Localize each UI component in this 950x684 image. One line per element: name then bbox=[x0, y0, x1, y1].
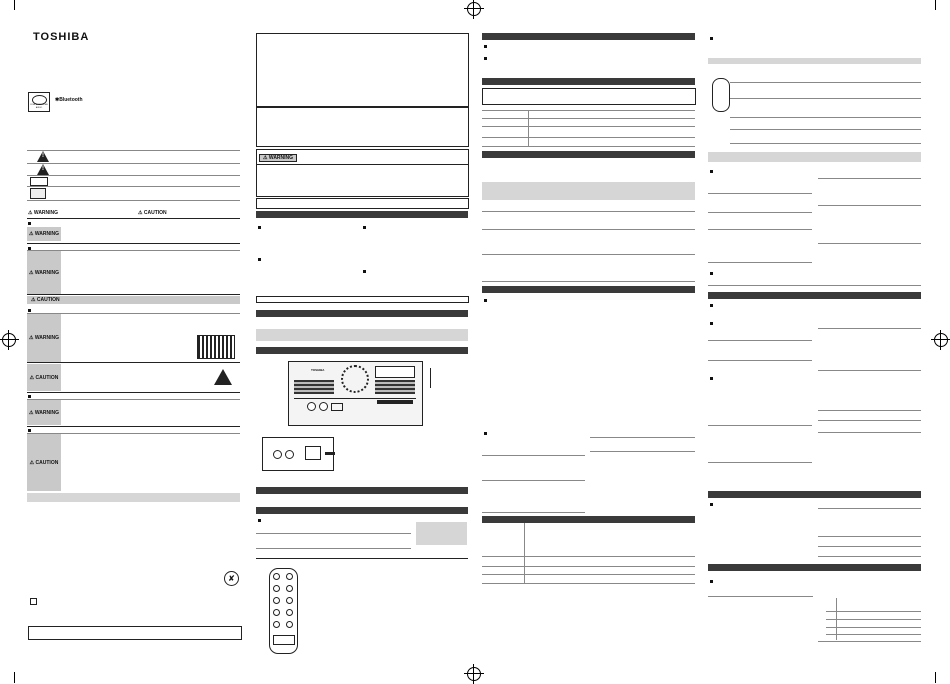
class1-laser-icon bbox=[30, 188, 46, 199]
warning-legend: ⚠ WARNING bbox=[28, 210, 59, 216]
crop-mark-top-left bbox=[14, 0, 15, 10]
warning-box bbox=[256, 149, 469, 197]
notice-box-2 bbox=[256, 107, 469, 147]
caution-row-1: ⚠ CAUTION bbox=[27, 364, 61, 391]
warning-row-2: ⚠ WARNING bbox=[27, 251, 61, 294]
caution-header: ⚠ CAUTION bbox=[27, 296, 240, 304]
cycle-arrow-icon bbox=[712, 78, 730, 112]
recycle-icon: ✘ bbox=[224, 571, 239, 586]
unit-front-panel: TOSHIBA bbox=[288, 361, 423, 426]
notice-box-1 bbox=[256, 33, 469, 107]
checkbox-icon bbox=[30, 598, 37, 605]
volume-dial bbox=[341, 365, 369, 393]
registration-mark-right bbox=[934, 333, 948, 347]
caution-legend: ⚠ CAUTION bbox=[138, 210, 167, 216]
bluetooth-logo: ✱Bluetooth bbox=[55, 97, 83, 103]
remote-control bbox=[269, 568, 298, 654]
laser-warning-label bbox=[197, 335, 235, 359]
hot-surface-icon bbox=[214, 369, 232, 385]
usb-port-icon bbox=[331, 403, 343, 411]
registration-mark-bottom bbox=[467, 667, 481, 681]
caution-row-2: ⚠ CAUTION bbox=[27, 434, 61, 491]
warning-row-4: ⚠ WARNING bbox=[27, 400, 61, 425]
footer-box bbox=[28, 626, 242, 640]
display-window bbox=[375, 366, 415, 378]
bluetooth-icon: ✱ bbox=[55, 97, 60, 103]
rear-connector bbox=[273, 450, 282, 459]
crop-mark-bottom-right bbox=[935, 672, 936, 683]
warning-triangle-icon bbox=[37, 164, 49, 175]
compact-disc-logo: COMPACT DIGITAL AUDIO bbox=[28, 92, 50, 112]
warning-row-1: ⚠ WARNING bbox=[27, 227, 61, 241]
crop-mark-bottom-left bbox=[14, 672, 15, 683]
brand-logo: TOSHIBA bbox=[33, 31, 90, 43]
front-button bbox=[307, 402, 316, 411]
power-cord-icon bbox=[325, 452, 335, 455]
rear-connector bbox=[285, 450, 294, 459]
crop-mark-top-right bbox=[935, 0, 936, 10]
laser-label-icon bbox=[30, 177, 48, 186]
unit-rear-panel bbox=[262, 437, 334, 471]
front-button bbox=[319, 402, 328, 411]
warning-triangle-icon bbox=[37, 151, 49, 162]
warning-row-3: ⚠ WARNING bbox=[27, 314, 61, 362]
warning-label: ⚠ WARNING bbox=[259, 154, 297, 162]
antenna-terminal bbox=[305, 446, 321, 460]
registration-mark-left bbox=[2, 333, 16, 347]
registration-mark-top bbox=[467, 2, 481, 16]
